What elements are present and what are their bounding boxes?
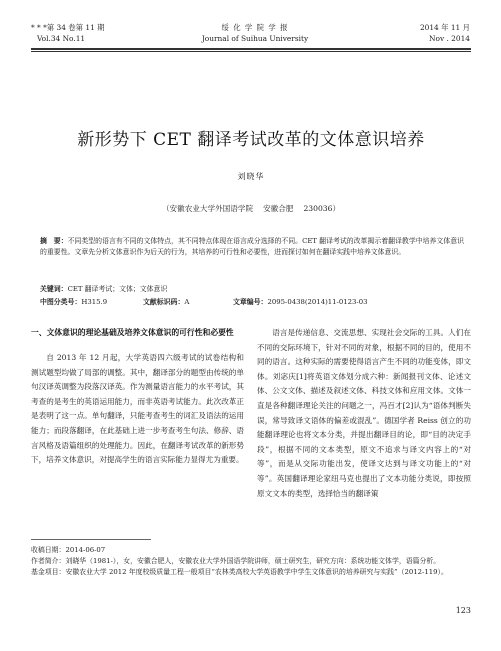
footnote-received: 收稿日期：2014-06-07: [31, 546, 106, 554]
footnote-author-bio: 作者简介：刘晓华（1981-），女，安徽合肥人，安徽农业大学外国语学院讲师，硕士研究生，研究方向：系统功能文体学，语篇分析。: [31, 556, 441, 565]
paragraph-left: 自 2013 年 12 月起，大学英语四六级考试的试卷结构和测试题型均做了局部的调整。其中，翻译部分的题型由传统的单句汉译英调整为段落汉译英。作为测量语言能力的水平考试，其考查的是考生的英语运用能力，而非英语考试能力。此次改革正是表明了这一点。单句翻译，只能考查考生的词汇及语法的运用能力；而段落翻译，在此基础上进一步考查考生句法、修辞、语言风格及语篇组织的处理能力。因此，在翻译考试改革的新形势下，培养文体意识，对提高学生的语言实际能力显得尤为重要。: [31, 353, 244, 465]
doc-code: A: [184, 298, 190, 306]
footnote-fund: 基金项目：安徽农业大学 2012 年度校级质量工程一般项目“农林类高校大学英语教学中学生文体意识的培养研究与实践”（2012-119）。: [31, 567, 448, 576]
header-date-en: Nov . 2014: [429, 34, 470, 43]
header-volume-en: Vol.34 No.11: [37, 34, 86, 43]
section-paragraph-left: [31, 351, 244, 468]
footnote-rule: [31, 539, 151, 540]
header-volume-cn: * * *第 34 卷第 11 期: [31, 23, 105, 32]
clc-label: 中图分类号：: [40, 298, 82, 306]
abstract: [40, 236, 464, 258]
keywords: CET 翻译考试；文体；文体意识: [67, 285, 168, 293]
header-volume: [31, 22, 161, 44]
header-journal-en: Journal of Suihua University: [201, 34, 309, 43]
header-date: [350, 22, 470, 44]
abstract-text: 不同类型的语言有不同的文体特点，其不同特点体现在语言成分选择的不同。CET 翻译考试的改革揭示着翻译教学中培养文体意识的重要性。文章先分析文体意识作为后天的行为，其培养的可行性和必要性，进而探讨如何在翻译实践中培养文体意识。: [40, 237, 464, 256]
left-column: [31, 326, 244, 468]
article-affiliation: （安徽农业大学外国语学院 安徽合肥 230036）: [161, 204, 341, 213]
classification-line: [40, 297, 470, 309]
article-no-field: [233, 297, 368, 308]
right-column: [257, 326, 471, 501]
paragraph-right: 语言是传递信息、交流思想、实现社会交际的工具。人们在不同的交际环境下，针对不同的对象，根据不同的目的，使用不同的语言。这种实际的需要使得语言产生不同的功能变体，即文体。刘宓庆[1]将英语文体划分成六种：新闻报刊文体、论述文体、公文文体、描述及叙述文体、科技文体和应用文体。文体一直是各种翻译理论关注的问题之一，冯百才[2]认为“语体判断失误，常导致译文语体的偏差或混乱”。德国学者 Reiss 创立的功能翻译理论也将文本分类，并提出翻译目的论，即“目的决定手段”，根据不同的文本类型，原文不追求与译文内容上的“对等”，而是从交际功能出发，使译文达到与译文功能上的“对等”。英国翻译理论家纽马克也提出了文本功能分类说，即按照原文文本的类型，选择恰当的翻译策: [257, 328, 471, 498]
header-rule-bottom: [31, 51, 471, 52]
article-no-label: 文章编号：: [233, 298, 268, 306]
clc-code: H315.9: [81, 298, 108, 306]
doc-code-label: 文献标识码：: [143, 298, 185, 306]
keywords-line: [40, 284, 464, 295]
page-number: 123: [455, 606, 471, 615]
article-title: 新形势下 CET 翻译考试改革的文体意识培养: [77, 130, 425, 150]
article-author: 刘晓华: [237, 172, 265, 181]
header-journal: [170, 22, 340, 44]
header-journal-cn: 绥 化 学 院 学 报: [221, 23, 289, 32]
keywords-label: 关键词：: [40, 285, 68, 293]
doc-code-field: [143, 297, 189, 308]
section-heading: 一、文体意识的理论基础及培养文体意识的可行性和必要性: [31, 328, 234, 337]
footnotes: [31, 545, 471, 577]
header-date-cn: 2014 年 11 月: [419, 23, 470, 32]
clc-field: [40, 297, 107, 308]
header-rule-top: [31, 48, 471, 50]
article-no: 2095-0438(2014)11-0123-03: [267, 298, 368, 306]
abstract-label: 摘 要：: [40, 237, 68, 245]
